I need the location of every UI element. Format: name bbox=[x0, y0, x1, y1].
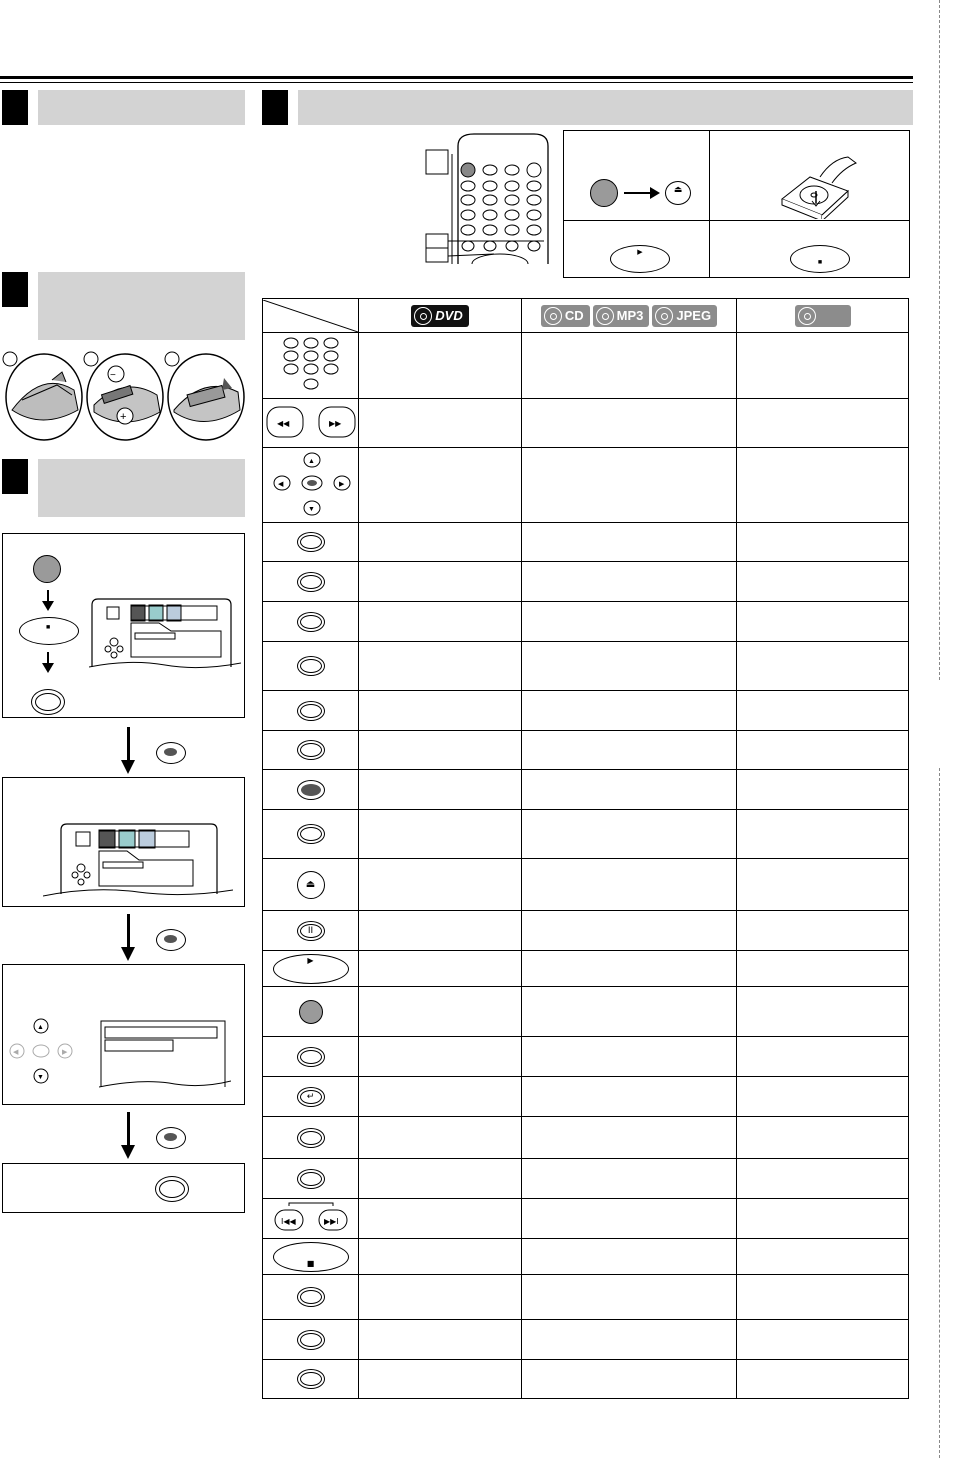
setup-menu-screen-illustration bbox=[43, 814, 233, 898]
dvd-cell bbox=[359, 523, 522, 562]
dvd-disc-badge bbox=[411, 305, 468, 327]
setup-menu-screen-illustration bbox=[89, 597, 241, 669]
table-row bbox=[263, 1320, 909, 1360]
return-button-icon: ↵ bbox=[263, 1077, 359, 1117]
table-row bbox=[263, 642, 909, 691]
other-cell bbox=[737, 911, 909, 951]
dvd-label: DVD bbox=[435, 308, 463, 323]
other-cell bbox=[737, 1275, 909, 1320]
divider bbox=[709, 131, 710, 277]
svg-text:▶▶: ▶▶ bbox=[328, 418, 341, 428]
jpeg-disc-badge bbox=[652, 305, 717, 327]
table-row bbox=[263, 859, 909, 911]
other-cell bbox=[737, 602, 909, 642]
section-title-3 bbox=[38, 459, 245, 517]
cd-label: CD bbox=[564, 308, 584, 323]
svg-text:◀◀: ◀◀ bbox=[276, 418, 289, 428]
section-title-2 bbox=[38, 272, 245, 340]
cut-line-upper bbox=[939, 0, 940, 680]
table-row bbox=[263, 1037, 909, 1077]
power-button-icon bbox=[263, 987, 359, 1037]
table-row bbox=[263, 1199, 909, 1239]
eject-button-icon: ⏏ bbox=[665, 181, 691, 205]
disc-icon bbox=[655, 307, 673, 325]
stop-button-icon: ■ bbox=[19, 617, 79, 645]
setup-button-icon bbox=[33, 555, 61, 583]
setup-step-box-1 bbox=[2, 533, 245, 718]
setup-menu-list-illustration bbox=[99, 1017, 231, 1091]
dvd-cell bbox=[359, 1159, 522, 1199]
cd-cell bbox=[522, 987, 737, 1037]
other-cell bbox=[737, 333, 909, 399]
dvd-cell bbox=[359, 911, 522, 951]
disc-icon bbox=[414, 307, 432, 325]
battery-step-3-illustration bbox=[165, 352, 244, 440]
svg-text:▶: ▶ bbox=[62, 1049, 68, 1056]
other-cell bbox=[737, 399, 909, 448]
table-header-row bbox=[263, 299, 909, 333]
remote-control-illustration bbox=[424, 130, 556, 264]
mp3-label: MP3 bbox=[616, 308, 644, 323]
other-cell bbox=[737, 1239, 909, 1275]
table-row bbox=[263, 333, 909, 399]
header-other-cell bbox=[737, 299, 909, 333]
power-button-icon bbox=[590, 179, 618, 207]
svg-text:▲: ▲ bbox=[37, 1024, 44, 1031]
table-row bbox=[263, 691, 909, 731]
battery-step-1-illustration bbox=[3, 352, 82, 440]
cd-cell bbox=[522, 1159, 737, 1199]
oval-button-icon bbox=[263, 810, 359, 859]
cd-cell bbox=[522, 448, 737, 523]
number-keypad-graphic bbox=[281, 335, 341, 393]
table-row bbox=[263, 1117, 909, 1159]
cd-cell bbox=[522, 523, 737, 562]
svg-text:▶▶I: ▶▶I bbox=[323, 1217, 339, 1226]
dvd-cell bbox=[359, 1199, 522, 1239]
oval-button-icon bbox=[263, 1275, 359, 1320]
disc-icon bbox=[596, 307, 614, 325]
dvd-cell bbox=[359, 562, 522, 602]
cd-cell bbox=[522, 1360, 737, 1399]
svg-text:−: − bbox=[110, 370, 116, 381]
dvd-cell bbox=[359, 859, 522, 911]
oval-button-icon bbox=[263, 642, 359, 691]
section-header-3 bbox=[2, 459, 245, 517]
dvd-cell bbox=[359, 1320, 522, 1360]
jpeg-label: JPEG bbox=[676, 308, 712, 323]
disc-icon bbox=[798, 307, 816, 325]
table-row bbox=[263, 1360, 909, 1399]
dvd-cell bbox=[359, 1275, 522, 1320]
cd-cell bbox=[522, 562, 737, 602]
cd-cell bbox=[522, 1037, 737, 1077]
table-row bbox=[263, 911, 909, 951]
dvd-cell bbox=[359, 770, 522, 810]
dvd-cell bbox=[359, 642, 522, 691]
other-cell bbox=[737, 810, 909, 859]
oval-button-icon bbox=[263, 1320, 359, 1360]
table-row bbox=[263, 951, 909, 987]
table-row bbox=[263, 1275, 909, 1320]
table-corner-cell bbox=[263, 299, 359, 333]
cd-cell bbox=[522, 1275, 737, 1320]
other-cell bbox=[737, 1159, 909, 1199]
setup-oval-button-icon bbox=[31, 689, 65, 715]
setup-oval-button-icon bbox=[155, 1176, 189, 1202]
other-cell bbox=[737, 1320, 909, 1360]
cd-cell bbox=[522, 731, 737, 770]
other-cell bbox=[737, 691, 909, 731]
setup-step-box-4 bbox=[2, 1163, 245, 1213]
svg-text:+: + bbox=[120, 411, 127, 423]
skip-buttons-icon bbox=[263, 1199, 359, 1239]
table-row bbox=[263, 1239, 909, 1275]
header-cd-cell bbox=[522, 299, 737, 333]
cut-line-lower bbox=[939, 768, 940, 1458]
table-row bbox=[263, 448, 909, 523]
dvd-cell bbox=[359, 691, 522, 731]
other-cell bbox=[737, 642, 909, 691]
section-number-4 bbox=[262, 90, 288, 125]
pause-button-icon: II bbox=[263, 911, 359, 951]
table-row bbox=[263, 1077, 909, 1117]
cd-cell bbox=[522, 1239, 737, 1275]
svg-text:▼: ▼ bbox=[37, 1074, 44, 1081]
dvd-cell bbox=[359, 448, 522, 523]
cd-cell bbox=[522, 691, 737, 731]
other-cell bbox=[737, 987, 909, 1037]
cd-cell bbox=[522, 1199, 737, 1239]
cd-cell bbox=[522, 602, 737, 642]
other-cell bbox=[737, 1077, 909, 1117]
button-function-table bbox=[262, 298, 909, 1399]
play-button-icon: ▶ bbox=[263, 951, 359, 987]
rewind-forward-icon bbox=[263, 399, 359, 448]
playback-quick-steps bbox=[563, 130, 910, 278]
oval-button-icon bbox=[263, 1360, 359, 1399]
number-keypad-icon bbox=[263, 333, 359, 399]
oval-button-icon bbox=[263, 731, 359, 770]
table-row bbox=[263, 731, 909, 770]
cd-disc-badge bbox=[541, 305, 590, 327]
dvd-cell bbox=[359, 1239, 522, 1275]
other-cell bbox=[737, 731, 909, 770]
oval-button-icon bbox=[263, 602, 359, 642]
section-header-2 bbox=[2, 272, 245, 340]
table-row bbox=[263, 562, 909, 602]
cd-cell bbox=[522, 642, 737, 691]
dvd-cell bbox=[359, 810, 522, 859]
setup-step-box-2 bbox=[2, 777, 245, 907]
svg-text:◀: ◀ bbox=[277, 480, 283, 488]
oval-button-icon bbox=[263, 1117, 359, 1159]
battery-step-2-illustration bbox=[84, 352, 163, 440]
other-cell bbox=[737, 448, 909, 523]
cd-cell bbox=[522, 859, 737, 911]
dvd-cell bbox=[359, 987, 522, 1037]
svg-text:◀: ◀ bbox=[13, 1049, 19, 1056]
header-dvd-cell bbox=[359, 299, 522, 333]
dvd-cell bbox=[359, 1360, 522, 1399]
svg-text:I◀◀: I◀◀ bbox=[280, 1217, 296, 1226]
cd-cell bbox=[522, 770, 737, 810]
cd-cell bbox=[522, 1320, 737, 1360]
dvd-cell bbox=[359, 399, 522, 448]
cd-cell bbox=[522, 1077, 737, 1117]
arrow-keys-icon bbox=[263, 448, 359, 523]
divider bbox=[564, 220, 909, 221]
diagonal-line bbox=[263, 300, 358, 332]
dvd-cell bbox=[359, 1077, 522, 1117]
table-row bbox=[263, 987, 909, 1037]
disc-loading-illustration bbox=[776, 151, 860, 219]
disc-icon bbox=[544, 307, 562, 325]
dvd-cell bbox=[359, 951, 522, 987]
battery-install-illustrations bbox=[2, 350, 245, 442]
other-disc-badge bbox=[795, 305, 851, 327]
table-row bbox=[263, 399, 909, 448]
stop-button-icon: ■ bbox=[263, 1239, 359, 1275]
section-number-2 bbox=[2, 272, 28, 307]
section-header-4 bbox=[262, 90, 913, 125]
enter-button-icon bbox=[156, 742, 186, 764]
section-title-1 bbox=[38, 90, 245, 125]
other-cell bbox=[737, 1037, 909, 1077]
header-rule-thin bbox=[0, 82, 913, 83]
table-row bbox=[263, 523, 909, 562]
dvd-cell bbox=[359, 1037, 522, 1077]
cd-cell bbox=[522, 1117, 737, 1159]
arrow-keys-graphic bbox=[266, 450, 356, 518]
play-button-icon: ▶ bbox=[610, 245, 670, 273]
arrow-right-icon bbox=[622, 185, 662, 201]
oval-button-icon bbox=[263, 562, 359, 602]
other-cell bbox=[737, 523, 909, 562]
dvd-cell bbox=[359, 333, 522, 399]
cd-cell bbox=[522, 399, 737, 448]
cd-cell bbox=[522, 911, 737, 951]
header-rule-thick bbox=[0, 76, 913, 79]
svg-text:▶: ▶ bbox=[338, 480, 344, 488]
enter-button-icon bbox=[156, 1127, 186, 1149]
section-number-1 bbox=[2, 90, 28, 125]
table-row bbox=[263, 1159, 909, 1199]
cd-cell bbox=[522, 951, 737, 987]
oval-button-icon bbox=[263, 523, 359, 562]
other-cell bbox=[737, 1360, 909, 1399]
skip-buttons-graphic bbox=[273, 1202, 349, 1232]
dvd-cell bbox=[359, 602, 522, 642]
cd-cell bbox=[522, 333, 737, 399]
dvd-cell bbox=[359, 1117, 522, 1159]
svg-text:▲: ▲ bbox=[307, 457, 315, 465]
other-cell bbox=[737, 1117, 909, 1159]
oval-button-icon bbox=[263, 1159, 359, 1199]
section-title-4 bbox=[298, 90, 913, 125]
table-row bbox=[263, 602, 909, 642]
dvd-cell bbox=[359, 731, 522, 770]
other-cell bbox=[737, 859, 909, 911]
enter-button-icon bbox=[156, 929, 186, 951]
rewind-forward-graphic bbox=[265, 403, 357, 441]
table-row bbox=[263, 810, 909, 859]
oval-button-icon bbox=[263, 691, 359, 731]
section-number-3 bbox=[2, 459, 28, 494]
arrow-keys-icon bbox=[5, 1017, 83, 1087]
stop-button-icon: ■ bbox=[790, 245, 850, 273]
eject-button-icon: ⏏ bbox=[263, 859, 359, 911]
other-cell bbox=[737, 770, 909, 810]
oval-button-icon bbox=[263, 1037, 359, 1077]
other-cell bbox=[737, 562, 909, 602]
section-header-1 bbox=[2, 90, 245, 125]
setup-step-box-3 bbox=[2, 964, 245, 1105]
dark-oval-button-icon bbox=[263, 770, 359, 810]
other-cell bbox=[737, 1199, 909, 1239]
mp3-disc-badge bbox=[593, 305, 650, 327]
svg-text:▼: ▼ bbox=[307, 505, 315, 513]
cd-cell bbox=[522, 810, 737, 859]
table-row bbox=[263, 770, 909, 810]
other-cell bbox=[737, 951, 909, 987]
